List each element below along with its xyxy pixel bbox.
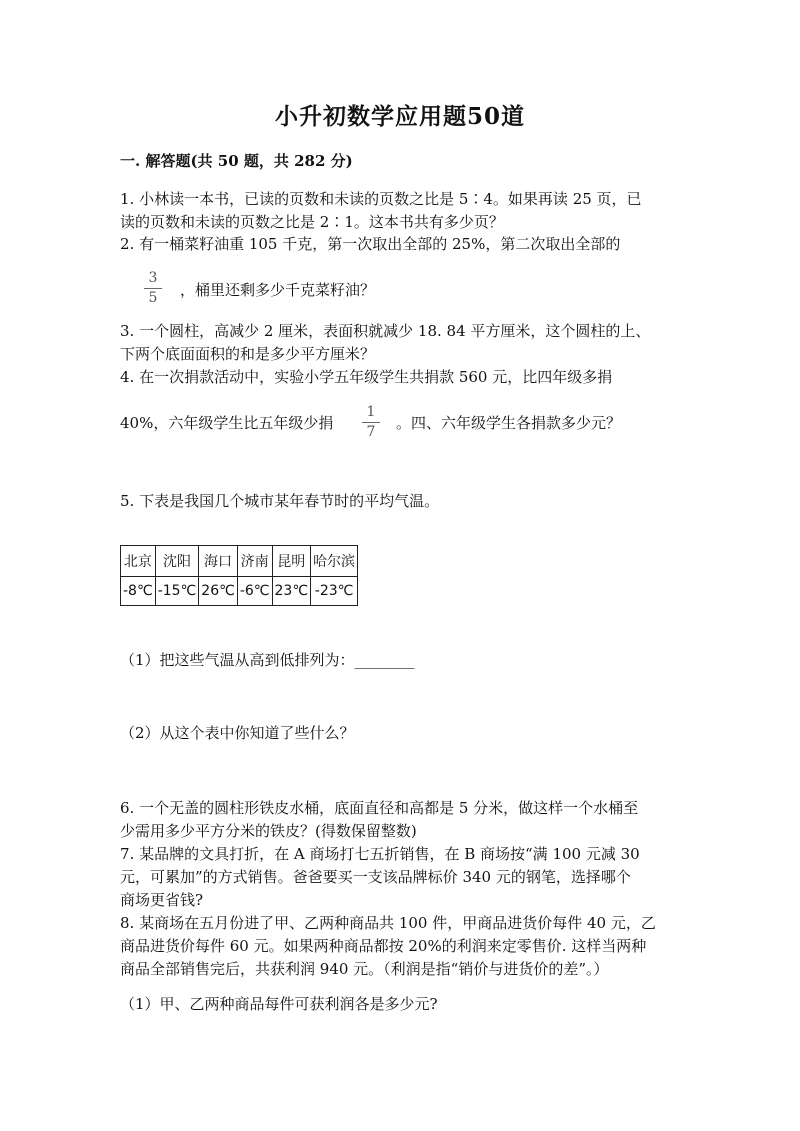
- q2-fraction-numerator: 3: [148, 270, 158, 286]
- q7-line-3: 商场更省钱?: [120, 891, 204, 909]
- temp-cell: 23℃: [272, 577, 311, 606]
- q4-fraction: [362, 405, 380, 440]
- q7-line-1: 7. 某品牌的文具打折，在 A 商场打七五折销售，在 B 商场按“满 100 元减 30: [120, 845, 640, 863]
- q8-line-3: 商品全部销售完后，共获利润 940 元。（利润是指“销价与进货价的差”。）: [120, 960, 609, 978]
- q5-sub-question-1: （1）把这些气温从高到低排列为：________: [120, 651, 415, 669]
- q6-line-1: 6. 一个无盖的圆柱形铁皮水桶，底面直径和高都是 5 分米，做这样一个水桶至: [120, 799, 639, 817]
- q8-line-2: 商品进货价每件 60 元。如果两种商品都按 20%的利润来定零售价. 这样当两种: [120, 937, 647, 955]
- city-cell: 海口: [199, 546, 238, 577]
- q5-intro: 5. 下表是我国几个城市某年春节时的平均气温。: [120, 492, 440, 510]
- city-cell: 济南: [237, 546, 272, 577]
- document-title: 小升初数学应用题50道: [274, 103, 525, 130]
- q8-sub-question-1: （1）甲、乙两种商品每件可获利润各是多少元?: [120, 995, 438, 1013]
- city-cell: 昆明: [272, 546, 311, 577]
- city-cell: 北京: [121, 546, 156, 577]
- table-row-cities: [121, 546, 358, 577]
- q4-fraction-denominator: 7: [366, 424, 376, 440]
- q4-line-1: 4. 在一次捐款活动中，实验小学五年级学生共捐款 560 元，比四年级多捐: [120, 368, 613, 386]
- q2-fraction: [144, 271, 162, 306]
- q2-fraction-denominator: 5: [148, 290, 158, 306]
- q2-line-2: ，桶里还剩多少千克菜籽油？: [180, 281, 376, 299]
- q5-sub-question-2: （2）从这个表中你知道了些什么？: [120, 724, 355, 742]
- temp-cell: 26℃: [199, 577, 238, 606]
- q3-line-1: 3. 一个圆柱，高减少 2 厘米，表面积就减少 18. 84 平方厘米，这个圆柱的上、: [120, 322, 651, 340]
- q4-line-2b: 。四、六年级学生各捐款多少元？: [396, 414, 622, 432]
- q2-fraction-bar: [144, 288, 162, 289]
- q6-line-2: 少需用多少平方分米的铁皮？(得数保留整数): [120, 822, 417, 840]
- section-heading: 一. 解答题(共 50 题，共 282 分): [120, 152, 353, 170]
- temp-cell: -23℃: [311, 577, 358, 606]
- city-cell: 哈尔滨: [311, 546, 358, 577]
- q4-fraction-bar: [362, 422, 380, 423]
- q8-line-1: 8. 某商场在五月份进了甲、乙两种商品共 100 件，甲商品进货价每件 40 元，乙: [120, 914, 656, 932]
- temp-cell: -15℃: [155, 577, 199, 606]
- temp-cell: -8℃: [121, 577, 156, 606]
- q7-line-2: 元，可累加”的方式销售。爸爸要买一支该品牌标价 340 元的钢笔，选择哪个: [120, 868, 631, 886]
- temp-cell: -6℃: [237, 577, 272, 606]
- temperature-table: [120, 545, 358, 606]
- q2-line-1: 2. 有一桶菜籽油重 105 千克，第一次取出全部的 25%，第二次取出全部的: [120, 235, 621, 253]
- q3-line-2: 下两个底面面积的和是多少平方厘米？: [120, 345, 376, 363]
- q1-line-2: 读的页数和未读的页数之比是 2∶1。这本书共有多少页？: [120, 213, 504, 231]
- q1-line-1: 1. 小林读一本书，已读的页数和未读的页数之比是 5∶4。如果再读 25 页，已: [120, 190, 642, 208]
- q4-line-2a: 40%，六年级学生比五年级少捐: [120, 414, 334, 432]
- q4-fraction-numerator: 1: [366, 404, 376, 420]
- city-cell: 沈阳: [155, 546, 199, 577]
- table-row-temps: [121, 577, 358, 606]
